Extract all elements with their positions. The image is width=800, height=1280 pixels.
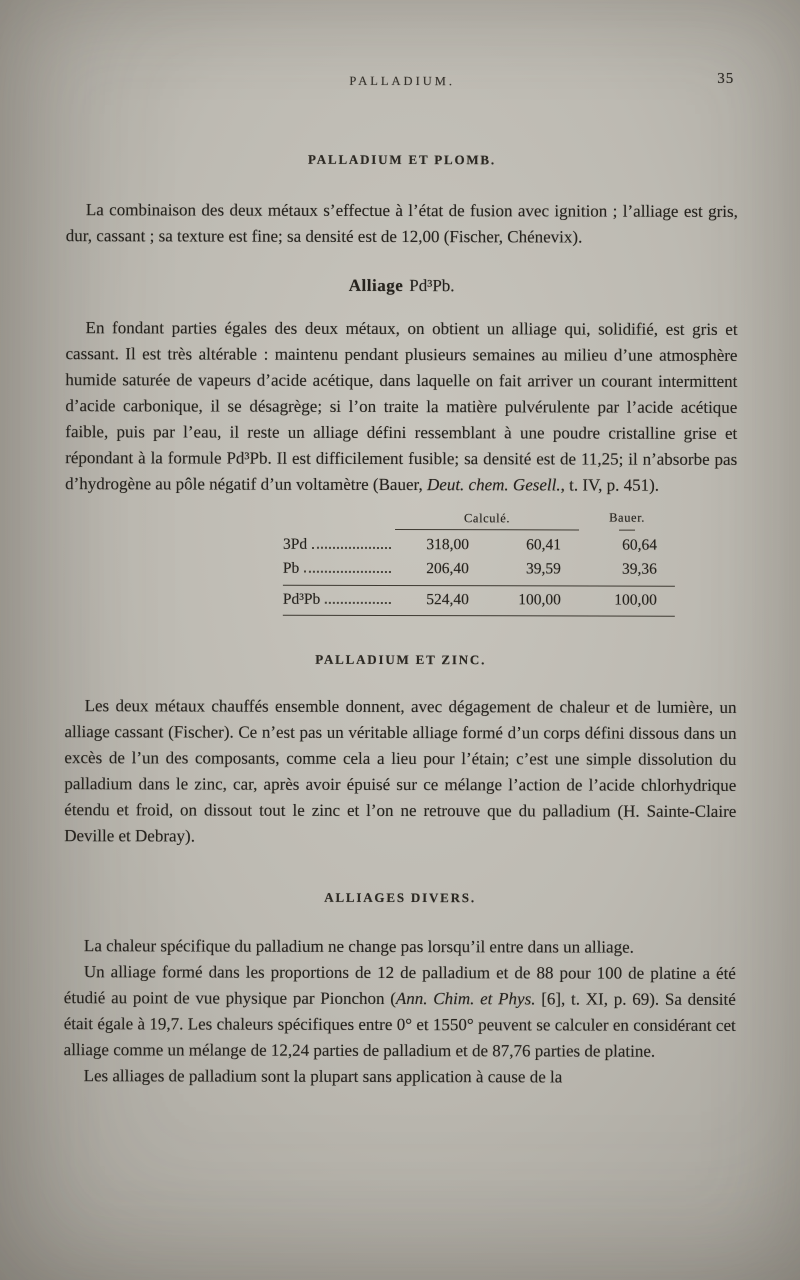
table-row-pd3pb-total: [283, 591, 675, 610]
dot-leader: [304, 571, 391, 573]
value-calc-pct: 39,59: [526, 560, 561, 578]
paragraph-alliage-text: En fondant parties égales des deux métaux, on obtient un alliage qui, solidifié, est gris et cassant. Il est très altérable : maintenu pendant plusieurs semaines au milieu d’une atmosphère humide saturée de vapeurs d’acide acétique, dans laquelle on fait arriver un courant intermittent d’acide carbonique, il se désagrège; si l’on traite la matière pulvérulente par l’acide acétique faible, puis par l’eau, il reste un alliage défini ressemblant à une poudre cristalline grise et répondant à la formule Pd³Pb. Il est difficilement fusible; sa densité est de 11,25; il n’absorbe pas d’hydrogène au pôle négatif d’un voltamètre (Bauer,: [65, 318, 738, 495]
paragraph-plomb-text: La combinaison des deux métaux s’effectue à l’état de fusion avec ignition ; l’alliage est gris, dur, cassant ; sa texture est fine; sa densité est de 12,00 (Fischer, Chénevix).: [65, 200, 738, 247]
table-row-label: [283, 591, 395, 609]
section-heading-palladium-zinc: PALLADIUM ET ZINC.: [315, 651, 487, 668]
value-bauer-pct: 60,64: [622, 536, 658, 554]
heading-alliage-pd3pb: [66, 275, 738, 297]
value-bauer-pct-total: 100,00: [614, 591, 657, 609]
paragraph-divers-1: [64, 933, 736, 961]
paragraph-divers-3-text: Les alliages de palladium sont la plupart sans application à cause de la: [83, 1066, 563, 1087]
value-bauer-pct: 39,36: [622, 560, 657, 578]
paragraph-divers-3: [64, 1063, 736, 1091]
section-heading-palladium-plomb: PALLADIUM ET PLOMB.: [308, 151, 496, 168]
composition-table: [283, 510, 675, 617]
page-header: [66, 70, 738, 91]
running-head: PALLADIUM.: [349, 73, 456, 89]
paragraph-zinc: [64, 693, 736, 851]
heading-alliage-word: Alliage: [348, 275, 404, 296]
paragraph-alliage-text-end: , t. IV, p. 451).: [560, 475, 660, 495]
formula-pd3pb: Pd³Pb: [282, 590, 321, 608]
dot-leader: [325, 602, 391, 604]
value-calc-mass: 206,40: [426, 560, 469, 578]
value-calc-pct-total: 100,00: [518, 591, 561, 609]
value-calc-pct: 60,41: [526, 536, 562, 554]
section-heading-alliages-divers: ALLIAGES DIVERS.: [324, 889, 476, 906]
heading-alliage-formula: Pd³Pb.: [409, 276, 455, 296]
value-calc-mass-total: 524,40: [426, 591, 469, 609]
paragraph-divers-1-text: La chaleur spécifique du palladium ne change pas lorsqu’il entre dans un alliage.: [83, 936, 634, 957]
table-header-bauer: [579, 510, 675, 530]
table-header-row: [283, 510, 675, 531]
page-number: 35: [717, 70, 735, 87]
table-row-pb: [283, 554, 675, 579]
paragraph-alliage: [65, 315, 737, 499]
bauer-dash-rule: [619, 530, 635, 531]
citation-deut-chem-gesell: Deut. chem. Gesell.: [426, 475, 561, 495]
table-header-calcule: Calculé.: [395, 511, 579, 530]
paragraph-divers-2-text: Un alliage formé dans les proportions de 12 de palladium et de 88 pour 100 de platine a été étudié au point de vue physique par Pionchon (: [63, 962, 736, 1008]
table-header-bauer-label: Bauer.: [609, 510, 646, 525]
paragraph-divers-2-text-end: [6], t. XI, p. 69). Sa densité était égale à 19,7. Les chaleurs spécifiques entre 0° et 1550° peuvent se calculer en considérant cet alliage comme un mélange de 12,24 parties de palladium et de 87,76 parties de platine.: [63, 989, 736, 1061]
table-row-label: [283, 536, 395, 554]
dot-leader: [312, 547, 391, 549]
paragraph-plomb: [66, 197, 738, 251]
table-row-3pd: [283, 530, 675, 555]
table-row-label: [283, 560, 395, 578]
paragraph-divers-2: [64, 959, 736, 1065]
value-calc-mass: 318,00: [426, 536, 470, 554]
formula-3pd: 3Pd: [282, 535, 308, 553]
paragraph-zinc-text: Les deux métaux chauffés ensemble donnent, avec dégagement de chaleur et de lumière, un alliage cassant (Fischer). Ce n’est pas un véritable alliage formé d’un corps défini dissous dans un excès de l’un des composants, comme cela a lieu pour l’étain; c’est une simple dissolution du palladium dans le zinc, car, après avoir épuisé sur ce mélange l’action de l’acide chlorhydrique étendu et froid, on dissout tout le zinc et l’on ne retrouve que du palladium (H. Sainte-Claire Deville et Debray).: [64, 696, 737, 846]
formula-pb: Pb: [282, 559, 300, 577]
table-total-section: [283, 585, 675, 617]
citation-ann-chim-phys: Ann. Chim. et Phys.: [395, 988, 536, 1009]
